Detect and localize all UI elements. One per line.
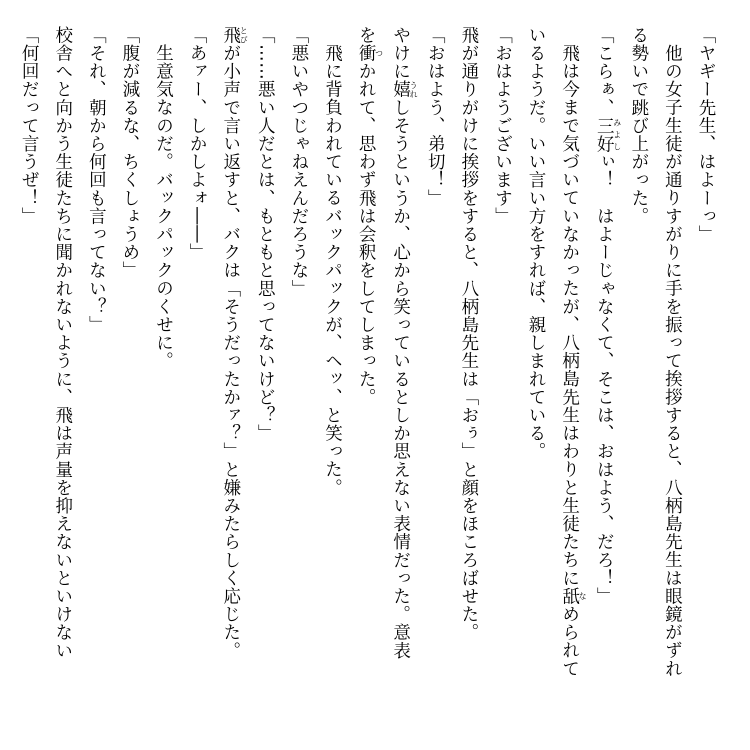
text-line-21: 「何回だって言うぜ！」	[19, 26, 40, 226]
text-line-1: 「ヤギー先生、はよーっ」	[696, 26, 716, 244]
text-line-9: 「おはよう、弟切！」	[425, 26, 446, 207]
text-line-14: 「……悪い人だとは、もともと思ってないけど？」	[255, 26, 276, 443]
text-line-15: 飛とびが小声で言い返すと、バクは「そうだったかァ？」と嫌みたらしく応じた。	[220, 26, 249, 660]
text-line-5: 飛は今まで気づいていなかったが、八柄島先生はわりと生徒たちに舐なめられて	[559, 43, 588, 678]
ruby-ureshi: 嬉うれ	[390, 80, 419, 99]
text-line-16: 「あァー、しかしよォ――」	[187, 26, 208, 262]
vertical-text-body	[12, 26, 722, 730]
text-line-12: 飛に背負われているバックパックが、ヘッ、と笑った。	[322, 43, 343, 496]
text-line-18: 「腹が減るな、ちくしょうめ」	[119, 26, 140, 280]
ruby-tsu: 衝つ	[356, 44, 384, 63]
text-line-10: やけに嬉うれしそうというか、心から笑っているとしか思えない表情だった。意表	[390, 26, 419, 660]
text-line-7: 「おはようございます」	[492, 26, 513, 226]
text-line-8: 飛が通りがけに挨拶をすると、八柄島先生は「おぅ」と顔をほころばせた。	[458, 26, 479, 642]
ruby-na: 舐な	[559, 586, 588, 605]
text-line-2: 他の女子生徒が通りすがりに手を振って挨拶すると、八柄島先生は眼鏡がずれ	[662, 43, 683, 677]
text-line-20: 校舎へと向かう生徒たちに聞かれないように、飛は声量を抑えないといけない	[52, 26, 73, 660]
ruby-miyoshi: 三好みよし	[594, 116, 622, 153]
text-line-11: を衝つかれて、思わず飛は会釈をしてしまった。	[356, 26, 384, 407]
text-line-4: 「こらぁ、三好みよしぃ！ はよーじゃなくて、そこは、おはよう、だろ！」	[594, 26, 622, 606]
text-line-3: る勢いで跳び上がった。	[628, 26, 649, 226]
text-line-17: 生意気なのだ。バックパックのくせに。	[153, 43, 174, 370]
text-line-6: いるようだ。いい言い方をすれば、親しまれている。	[526, 26, 547, 461]
text-line-13: 「悪いやつじゃねえんだろうな」	[288, 26, 309, 298]
text-line-19: 「それ、朝から何回も言ってない？」	[86, 26, 107, 334]
ruby-tobi: 飛とび	[220, 26, 249, 45]
